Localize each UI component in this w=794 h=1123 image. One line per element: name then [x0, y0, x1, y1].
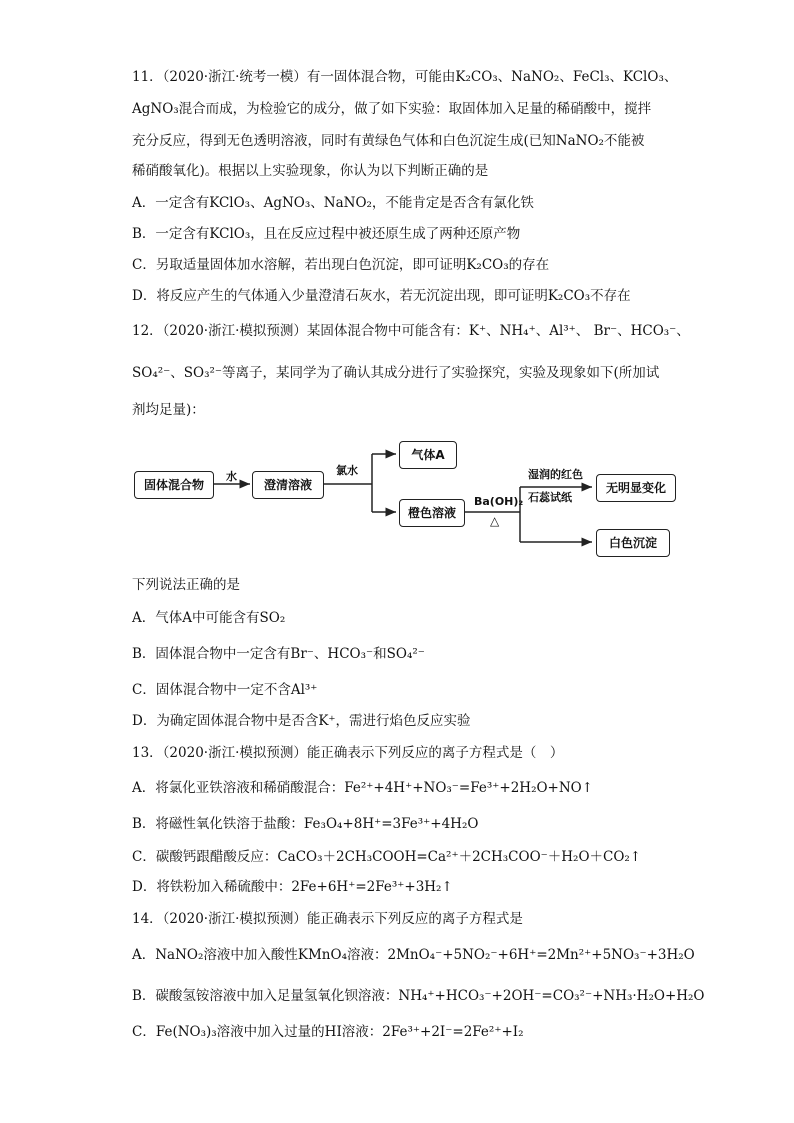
box-no-change: 无明显变化 — [596, 474, 676, 502]
q12-stem-line-3: 剂均足量)： — [132, 402, 205, 418]
q14-option-a: A．NaNO₂溶液中加入酸性KMnO₄溶液：2MnO₄⁻+5NO₂⁻+6H⁺=2Mn²⁺+5NO₃⁻+3H₂O — [132, 947, 695, 963]
label-baoh2: Ba(OH)₂ — [474, 495, 524, 508]
box-clear-solution: 澄清溶液 — [252, 471, 324, 499]
q12-option-a: A．气体A中可能含有SO₂ — [132, 610, 286, 626]
box-orange-solution: 橙色溶液 — [399, 499, 465, 527]
q12-option-c: C．固体混合物中一定不含Al³⁺ — [132, 682, 318, 698]
q11-option-a: A．一定含有KClO₃、AgNO₃、NaNO₂，不能肯定是否含有氯化铁 — [132, 195, 534, 211]
q13-stem: 13．（2020·浙江·模拟预测）能正确表示下列反应的离子方程式是（ ） — [132, 745, 564, 761]
box-gas-a: 气体A — [399, 441, 457, 469]
label-water: 水 — [226, 470, 237, 483]
q12-stem-line-2: SO₄²⁻、SO₃²⁻等离子，某同学为了确认其成分进行了实验探究，实验及现象如下(所加试 — [132, 365, 660, 381]
q11-option-d: D．将反应产生的气体通入少量澄清石灰水，若无沉淀出现，即可证明K₂CO₃不存在 — [132, 288, 631, 304]
q12-stem-question: 下列说法正确的是 — [132, 577, 240, 593]
q12-option-d: D．为确定固体混合物中是否含K⁺，需进行焰色反应实验 — [132, 713, 471, 729]
box-white-precipitate: 白色沉淀 — [596, 529, 670, 557]
label-heat: △ — [490, 514, 500, 528]
q11-stem-line-4: 稀硝酸氧化)。根据以上实验现象，你认为以下判断正确的是 — [132, 163, 489, 179]
q12-option-b: B．固体混合物中一定含有Br⁻、HCO₃⁻和SO₄²⁻ — [132, 646, 425, 662]
q13-option-c: C．碳酸钙跟醋酸反应：CaCO₃＋2CH₃COOH=Ca²⁺＋2CH₃COO⁻＋H₂O＋CO₂↑ — [132, 849, 642, 865]
q14-option-c: C．Fe(NO₃)₃溶液中加入过量的HI溶液：2Fe³⁺+2I⁻=2Fe²⁺+I₂ — [132, 1024, 524, 1040]
q12-stem-line-1: 12．（2020·浙江·模拟预测）某固体混合物中可能含有：K⁺、NH₄⁺、Al³⁺、 Br⁻、HCO₃⁻、 — [132, 323, 690, 339]
q11-stem-line-3: 充分反应，得到无色透明溶液，同时有黄绿色气体和白色沉淀生成(已知NaNO₂不能被 — [132, 133, 645, 149]
box-solid-mixture: 固体混合物 — [134, 471, 214, 499]
label-litmus-2: 石蕊试纸 — [528, 491, 572, 504]
q13-option-b: B．将磁性氧化铁溶于盐酸：Fe₃O₄+8H⁺=3Fe³⁺+4H₂O — [132, 816, 479, 832]
q11-option-c: C．另取适量固体加水溶解，若出现白色沉淀，即可证明K₂CO₃的存在 — [132, 257, 550, 273]
q13-option-d: D．将铁粉加入稀硫酸中：2Fe+6H⁺=2Fe³⁺+3H₂↑ — [132, 879, 453, 895]
q11-stem-line-1: 11．（2020·浙江·统考一模）有一固体混合物，可能由K₂CO₃、NaNO₂、FeCl₃、KClO₃、 — [132, 69, 678, 85]
label-litmus-1: 湿润的红色 — [528, 468, 583, 481]
q11-stem-line-2: AgNO₃混合而成，为检验它的成分，做了如下实验：取固体加入足量的稀硝酸中，搅拌 — [132, 101, 652, 117]
q11-option-b: B．一定含有KClO₃，且在反应过程中被还原生成了两种还原产物 — [132, 226, 521, 242]
q13-option-a: A．将氯化亚铁溶液和稀硝酸混合：Fe²⁺+4H⁺+NO₃⁻=Fe³⁺+2H₂O+NO↑ — [132, 780, 594, 796]
label-chlorine-water: 氯水 — [336, 464, 358, 477]
q14-stem: 14．（2020·浙江·模拟预测）能正确表示下列反应的离子方程式是 — [132, 911, 523, 927]
q12-flow-diagram — [130, 432, 690, 567]
q14-option-b: B．碳酸氢铵溶液中加入足量氢氧化钡溶液：NH₄⁺+HCO₃⁻+2OH⁻=CO₃²⁻+NH₃·H₂O+H₂O — [132, 988, 705, 1004]
